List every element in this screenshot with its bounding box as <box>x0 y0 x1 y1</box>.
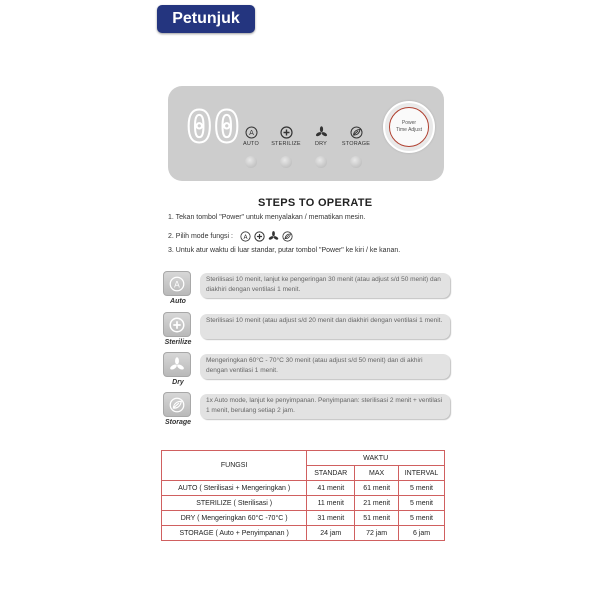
auto-mode-name: Auto <box>170 298 186 305</box>
sterilize-icon <box>280 126 293 139</box>
dry-button[interactable] <box>315 156 327 168</box>
storage-mode-tile <box>163 392 191 417</box>
auto-icon <box>245 126 258 139</box>
table-cell: 31 menit <box>307 511 355 526</box>
step-3 <box>168 247 400 254</box>
knob-power-label: Power <box>401 120 417 126</box>
fungsi-header: FUNGSI <box>162 451 307 481</box>
table-cell: DRY ( Mengeringkan 60°C -70°C ) <box>162 511 307 526</box>
power-knob[interactable] <box>383 101 435 153</box>
max-header: MAX <box>355 466 399 481</box>
fan-icon <box>268 231 279 242</box>
table-row <box>162 496 445 511</box>
table-row <box>162 481 445 496</box>
steps-title: STEPS TO OPERATE <box>258 197 373 209</box>
power-knob-face <box>389 107 429 147</box>
table-cell: 72 jam <box>355 526 399 541</box>
auto-icon <box>169 276 185 292</box>
table-cell: STERILIZE ( Sterilisasi ) <box>162 496 307 511</box>
auto-icon <box>240 231 251 242</box>
step-1-text: 1. Tekan tombol "Power" untuk menyalakan / mematikan mesin. <box>168 214 366 221</box>
auto-label: AUTO <box>243 141 259 147</box>
table-cell: 61 menit <box>355 481 399 496</box>
table-cell: 6 jam <box>399 526 445 541</box>
dry-mode-description: Mengeringkan 60°C - 70°C 30 menit (atau adjust s/d 50 menit) dan di akhiri dengan ventilasi 1 menit. <box>200 354 450 379</box>
table-row <box>162 526 445 541</box>
step-1 <box>168 214 365 221</box>
table-cell: STORAGE ( Auto + Penyimpanan ) <box>162 526 307 541</box>
leaf-icon <box>169 397 185 413</box>
petunjuk-badge: Petunjuk <box>157 5 255 33</box>
sterilize-icon <box>254 231 265 242</box>
auto-mode-description: Sterilisasi 10 menit, lanjut ke pengeringan 30 menit (atau adjust s/d 50 menit) dan diakhiri dengan ventilasi 1 menit. <box>200 273 450 298</box>
table-cell: 11 menit <box>307 496 355 511</box>
storage-button[interactable] <box>350 156 362 168</box>
table-cell: AUTO ( Sterilisasi + Mengeringkan ) <box>162 481 307 496</box>
storage-mode-description: 1x Auto mode, lanjut ke penyimpanan. Penyimpanan: sterilisasi 2 menit + ventilasi 1 menit, berulang setiap 2 jam. <box>200 394 450 419</box>
fan-icon <box>169 357 185 373</box>
sterilize-button[interactable] <box>280 156 292 168</box>
control-panel <box>168 86 444 181</box>
storage-label: STORAGE <box>341 141 371 147</box>
svg-text:A: A <box>174 279 180 290</box>
sterilize-mode-description: Sterilisasi 10 menit (atau adjust s/d 20 menit dan diakhiri dengan ventilasi 1 menit. <box>200 314 450 339</box>
step-3-text: 3. Untuk atur waktu di luar standar, putar tombol "Power" ke kiri / ke kanan. <box>168 247 401 254</box>
storage-mode <box>336 126 376 147</box>
dry-mode-tile <box>163 352 191 377</box>
sterilize-mode-tile <box>163 312 191 337</box>
knob-time-label: Time Adjust <box>396 127 422 133</box>
sterilize-mode-name: Sterilize <box>164 339 192 346</box>
dry-label: DRY <box>314 141 328 147</box>
standar-header: STANDAR <box>307 466 355 481</box>
leaf-icon <box>282 231 293 242</box>
fan-icon <box>315 126 328 139</box>
table-cell: 5 menit <box>399 496 445 511</box>
auto-mode <box>231 126 271 147</box>
storage-mode-name: Storage <box>164 419 192 426</box>
svg-text:A: A <box>243 234 248 241</box>
step-2 <box>168 231 293 242</box>
table-cell: 51 menit <box>355 511 399 526</box>
table-cell: 5 menit <box>399 511 445 526</box>
leaf-icon <box>350 126 363 139</box>
auto-button[interactable] <box>245 156 257 168</box>
dry-mode <box>301 126 341 147</box>
interval-header: INTERVAL <box>399 466 445 481</box>
table-cell: 5 menit <box>399 481 445 496</box>
auto-mode-tile <box>163 271 191 296</box>
table-row <box>162 511 445 526</box>
sterilize-mode <box>266 126 306 147</box>
timing-table <box>161 450 445 541</box>
sterilize-icon <box>169 317 185 333</box>
step-2-text: 2. Pilih mode fungsi : <box>168 233 233 240</box>
table-cell: 21 menit <box>355 496 399 511</box>
waktu-header: WAKTU <box>307 451 445 466</box>
svg-text:A: A <box>248 129 254 138</box>
timer-display: 00 <box>186 102 241 153</box>
dry-mode-name: Dry <box>172 379 184 386</box>
table-cell: 41 menit <box>307 481 355 496</box>
table-cell: 24 jam <box>307 526 355 541</box>
sterilize-label: STERILIZE <box>271 141 301 147</box>
